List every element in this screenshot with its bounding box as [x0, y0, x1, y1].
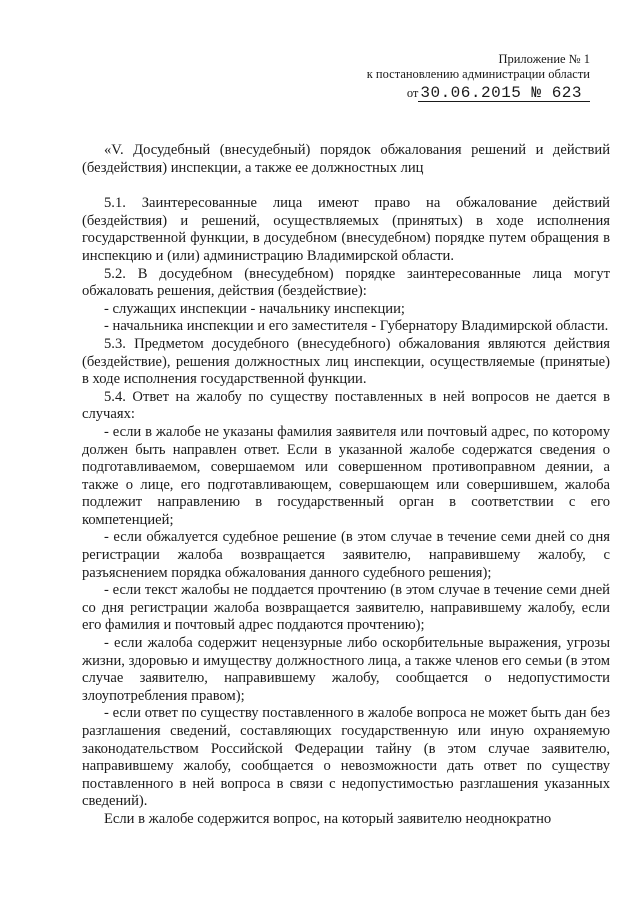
paragraph-5-2: 5.2. В досудебном (внесудебном) порядке заинтересованные лица могут обжаловать решения, действия (бездействие): [82, 265, 610, 300]
list-item: - если жалоба содержит нецензурные либо оскорбительные выражения, угрозы жизни, здоровью и имуществу должностного лица, а также членов его семьи (в этом случае заявителю, направившему жалобу, сообщается о недопустимости злоупотребления правом); [82, 635, 610, 704]
handwritten-date-number: 30.06.2015 № 623 [418, 86, 590, 102]
paragraph-5-1: 5.1. Заинтересованные лица имеют право на обжалование действий (бездействия) и решений, осуществляемых (принятых) в ходе исполнения государственной функции, в досудебном (внесудебном) порядке путем обращения в инспекцию и (или) администрацию Владимирской области. [82, 195, 610, 264]
date-prefix: от [406, 86, 419, 100]
list-item: - начальника инспекции и его заместителя - Губернатору Владимирской области. [104, 318, 609, 335]
section-heading: «V. Досудебный (внесудебный) порядок обжалования решений и действий (бездействия) инспекции, а также ее должностных лиц [82, 142, 610, 176]
appendix-title: Приложение № 1 [498, 52, 590, 66]
paragraph-5-4: 5.4. Ответ на жалобу по существу поставленных в ней вопросов не дается в случаях: [82, 388, 610, 423]
paragraph-5-3: 5.3. Предметом досудебного (внесудебного) обжалования являются действия (бездействие), решения должностных лиц инспекции, осуществляемые (принятые) в ходе исполнения государственной функции. [82, 335, 610, 388]
appendix-block [290, 52, 590, 102]
paragraph-continuation: Если в жалобе содержится вопрос, на который заявителю неоднократно [104, 810, 552, 827]
appendix-resolution: к постановлению администрации области [366, 67, 590, 81]
list-item: - если текст жалобы не поддается прочтению (в этом случае в течение семи дней со дня регистрации жалоба возвращается заявителю, направившему жалобу, если его фамилия и почтовый адрес поддаются прочтению); [82, 582, 610, 634]
document-body [82, 142, 610, 829]
appendix-dateline [290, 86, 590, 102]
list-item: - служащих инспекции - начальнику инспекции; [104, 300, 405, 317]
list-item: - если в жалобе не указаны фамилия заявителя или почтовый адрес, по которому должен быть направлен ответ. Если в указанной жалобе содержатся сведения о подготавливаемом, совершаемом или совершенном противоправном деянии, а также о лице, его подготавливающем, совершающем или совершившем, жалоба подлежит направлению в государственный орган в соответствии с его компетенцией; [82, 423, 610, 528]
list-item: - если обжалуется судебное решение (в этом случае в течение семи дней со дня регистрации жалоба возвращается заявителю, направившему жалобу, с разъяснением порядка обжалования данного судебного решения); [82, 529, 610, 581]
list-item: - если ответ по существу поставленного в жалобе вопроса не может быть дан без разглашения сведений, составляющих государственную или иную охраняемую законодательством Российской Федерации тайну (в этом случае заявителю, направившему жалобу, сообщается о невозможности дать ответ по существу поставленного в ней вопроса в связи с недопустимостью разглашения указанных сведений). [82, 705, 610, 810]
